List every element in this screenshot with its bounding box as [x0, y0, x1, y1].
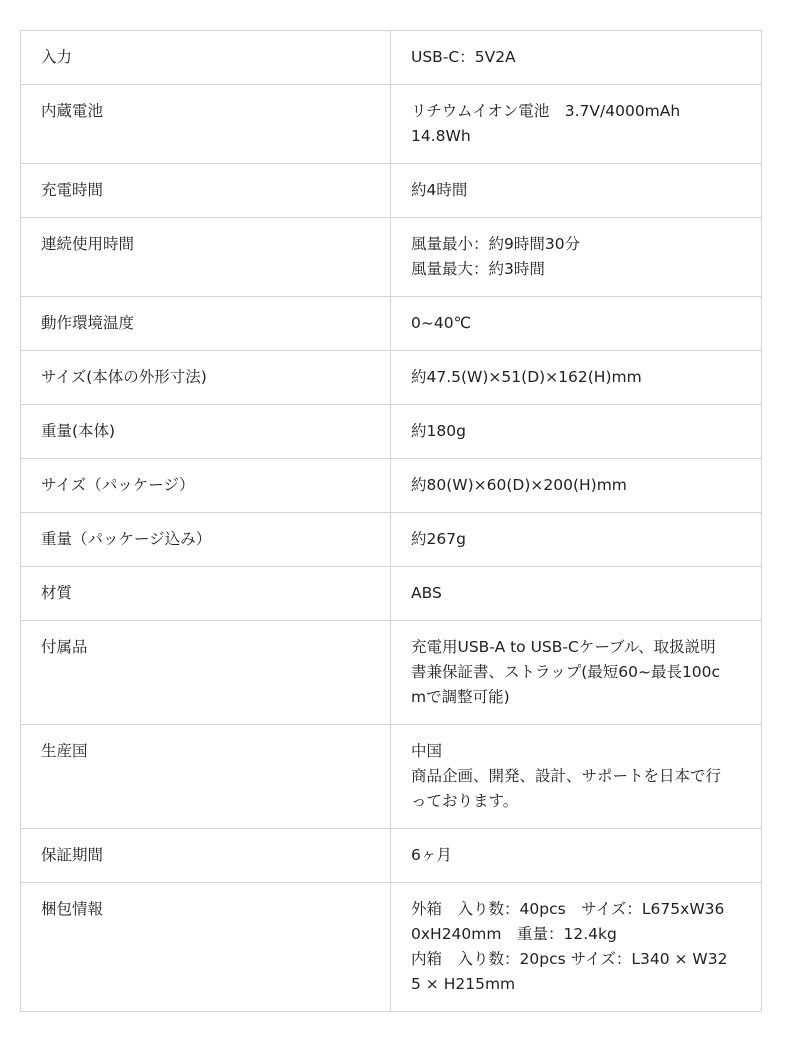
spec-row — [21, 297, 762, 351]
spec-label: 連続使用時間 — [21, 218, 391, 297]
spec-value-line: リチウムイオン電池 3.7V/4000mAh — [411, 102, 681, 120]
spec-label: 入力 — [21, 31, 391, 85]
spec-value-line: mで調整可能) — [411, 688, 510, 706]
spec-label: 生産国 — [21, 725, 391, 829]
spec-label: 重量(本体) — [21, 405, 391, 459]
spec-value-line: USB-C：5V2A — [411, 48, 516, 66]
spec-row — [21, 31, 762, 85]
spec-label: 梱包情報 — [21, 883, 391, 1012]
spec-value-line: 約47.5(W)×51(D)×162(H)mm — [411, 368, 642, 386]
spec-value — [391, 405, 762, 459]
spec-label: 内蔵電池 — [21, 85, 391, 164]
spec-label: サイズ(本体の外形寸法) — [21, 351, 391, 405]
spec-value-line: 約4時間 — [411, 181, 468, 199]
spec-value-line: 6ヶ月 — [411, 846, 452, 864]
spec-value — [391, 164, 762, 218]
spec-value — [391, 297, 762, 351]
spec-value — [391, 725, 762, 829]
spec-value-line: 14.8Wh — [411, 127, 471, 145]
spec-table — [20, 30, 762, 1012]
spec-value-line: 外箱 入り数：40pcs サイズ：L675xW36 — [411, 900, 725, 918]
spec-label: サイズ（パッケージ） — [21, 459, 391, 513]
spec-value-line: 0xH240mm 重量：12.4kg — [411, 925, 617, 943]
spec-value-line: 5 × H215mm — [411, 975, 516, 993]
spec-value — [391, 621, 762, 725]
spec-value-line: 約180g — [411, 422, 466, 440]
spec-value-line: 充電用USB-A to USB-Cケーブル、取扱説明 — [411, 638, 716, 656]
spec-value-line: 約80(W)×60(D)×200(H)mm — [411, 476, 627, 494]
spec-label: 付属品 — [21, 621, 391, 725]
spec-table-body — [21, 31, 762, 1012]
spec-label: 材質 — [21, 567, 391, 621]
spec-value — [391, 829, 762, 883]
spec-value-line: ABS — [411, 584, 442, 602]
spec-label: 充電時間 — [21, 164, 391, 218]
spec-row — [21, 351, 762, 405]
spec-value-line: 風量最大：約3時間 — [411, 260, 545, 278]
spec-value — [391, 883, 762, 1012]
spec-value-line: 風量最小：約9時間30分 — [411, 235, 581, 253]
spec-row — [21, 567, 762, 621]
spec-value — [391, 351, 762, 405]
spec-row — [21, 513, 762, 567]
spec-row — [21, 164, 762, 218]
spec-value — [391, 218, 762, 297]
spec-label: 動作環境温度 — [21, 297, 391, 351]
spec-row — [21, 405, 762, 459]
spec-value-line: 内箱 入り数：20pcs サイズ：L340 × W32 — [411, 950, 728, 968]
spec-row — [21, 829, 762, 883]
spec-label: 重量（パッケージ込み） — [21, 513, 391, 567]
spec-value-line: 商品企画、開発、設計、サポートを日本で行 — [411, 767, 722, 785]
spec-row — [21, 85, 762, 164]
spec-value — [391, 85, 762, 164]
spec-label: 保証期間 — [21, 829, 391, 883]
spec-row — [21, 725, 762, 829]
spec-value — [391, 567, 762, 621]
spec-value-line: 0~40℃ — [411, 314, 471, 332]
spec-value-line: 中国 — [411, 742, 443, 760]
spec-value-line: 書兼保証書、ストラップ(最短60~最長100c — [411, 663, 721, 681]
spec-value-line: 約267g — [411, 530, 466, 548]
spec-value-line: っております。 — [411, 792, 519, 810]
spec-row — [21, 459, 762, 513]
spec-value — [391, 459, 762, 513]
spec-value — [391, 513, 762, 567]
spec-value — [391, 31, 762, 85]
spec-row — [21, 883, 762, 1012]
spec-row — [21, 218, 762, 297]
spec-row — [21, 621, 762, 725]
